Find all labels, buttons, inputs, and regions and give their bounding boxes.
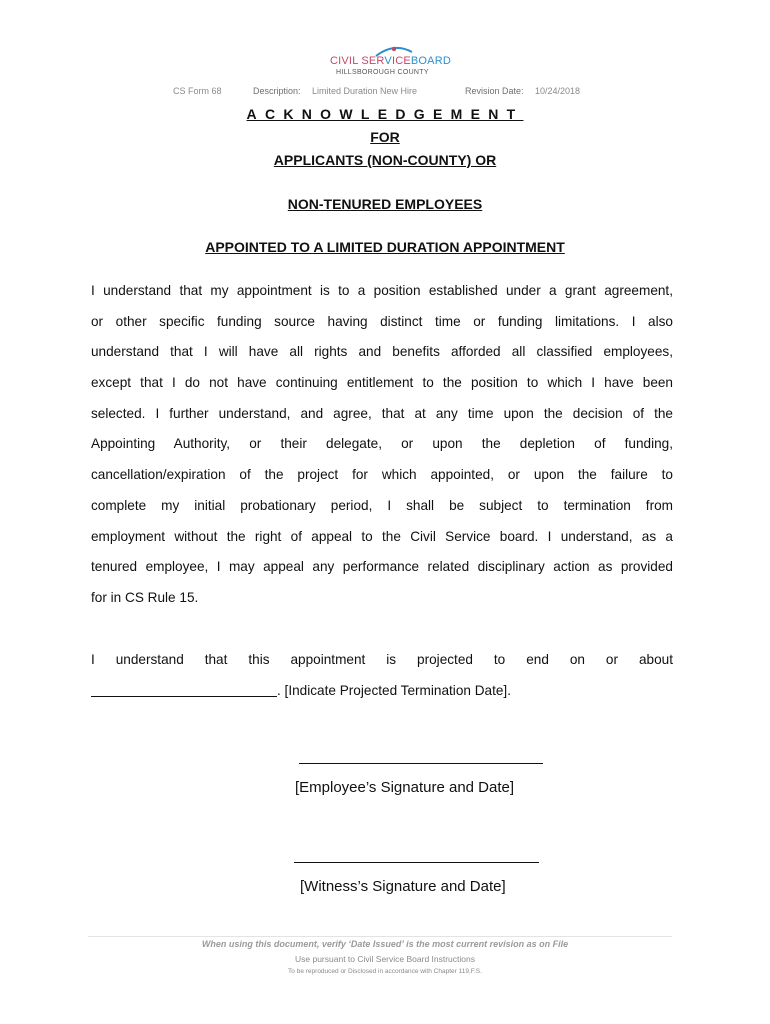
body-line: selected. I further understand, and agree, that at any time upon the decision of the [91, 405, 673, 421]
body-line: understand that I will have all rights and benefits afforded all classified employees, [91, 344, 673, 360]
body-paragraph-1 [91, 276, 673, 614]
revision-label: Revision Date: [465, 86, 524, 96]
heading-acknowledgement: ACKNOWLEDGEMENT [246, 106, 524, 122]
heading-for: FOR [370, 129, 400, 145]
body-line: I understand that my appointment is to a position established under a grant agreement, [91, 283, 673, 298]
footer-instructions: Use pursuant to Civil Service Board Instructions [295, 954, 475, 964]
heading-appointed: APPOINTED TO A LIMITED DURATION APPOINTMENT [205, 239, 565, 255]
projected-date-instruction: . [Indicate Projected Termination Date]. [277, 682, 511, 698]
body-paragraph-2 [91, 645, 673, 706]
logo-wordmark: CIVIL SERVICEBOARD [330, 55, 451, 67]
body-line: complete my initial probationary period, I shall be subject to termination from [91, 497, 673, 513]
civil-service-board-logo [326, 44, 451, 80]
footer-disclosure: To be reproduced or Disclosed in accordance with Chapter 119,F.S. [288, 968, 482, 975]
witness-signature-line[interactable] [294, 862, 539, 863]
body-line: employment without the right of appeal to the Civil Service board. I understand, as a [91, 528, 673, 544]
projected-date-line [91, 676, 673, 707]
body-line: except that I do not have continuing entitlement to the position to which I have been [91, 375, 673, 391]
footer-divider [88, 936, 672, 937]
heading-non-tenured: NON-TENURED EMPLOYEES [287, 196, 483, 212]
form-number: CS Form 68 [173, 86, 222, 96]
employee-signature-label: [Employee’s Signature and Date] [295, 779, 515, 796]
description-label: Description: [253, 86, 301, 96]
heading-applicants: APPLICANTS (NON-COUNTY) OR [273, 152, 497, 168]
witness-signature-label: [Witness’s Signature and Date] [300, 878, 506, 895]
body-line: or other specific funding source having distinct time or funding limitations. I also [91, 313, 673, 329]
body-line: for in CS Rule 15. [91, 589, 199, 605]
body-line: cancellation/expiration of the project for which appointed, or upon the failure to [91, 467, 673, 483]
footer-verify-note: When using this document, verify ‘Date Issued’ is the most current revision as on File [201, 939, 569, 949]
body-line: Appointing Authority, or their delegate, or upon the depletion of funding, [91, 436, 673, 452]
logo-subtitle: HILLSBOROUGH COUNTY [336, 69, 429, 76]
revision-value: 10/24/2018 [535, 86, 581, 96]
description-value: Limited Duration New Hire [312, 86, 418, 96]
termination-date-field[interactable] [91, 682, 277, 697]
body-line: tenured employee, I may appeal any performance related disciplinary action as provided [91, 559, 673, 575]
employee-signature-line[interactable] [299, 763, 543, 764]
projected-end-sentence: I understand that this appointment is projected to end on or about [91, 652, 673, 667]
